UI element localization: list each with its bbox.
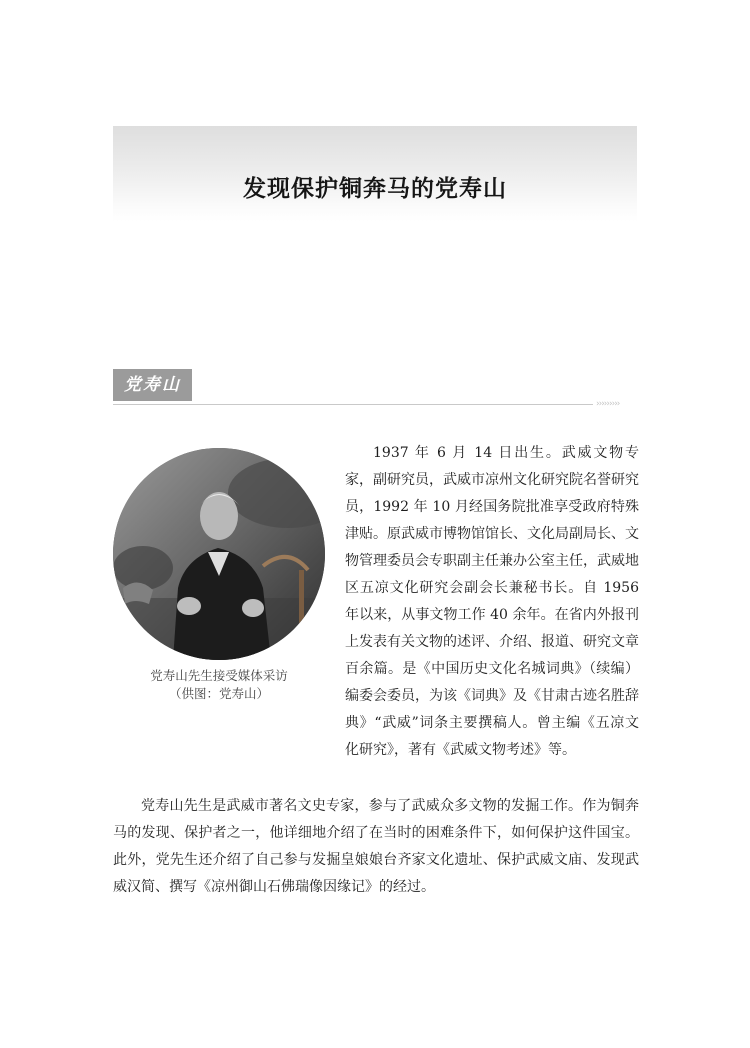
- chevron-decoration-icon: ›››››››››: [596, 399, 620, 409]
- title-banner: [113, 126, 637, 222]
- person-name-tag: 党寿山: [113, 369, 192, 401]
- biography-text: [345, 440, 639, 764]
- section-divider: [113, 404, 593, 405]
- biography-paragraph: 1937 年 6 月 14 日出生。武威文物专家，副研究员，武威市凉州文化研究院名誉研究员，1992 年 10 月经国务院批准享受政府特殊津贴。原武威市博物馆馆长、文化局副局长、文物管理委员会专职副主任兼办公室主任，武威地区五凉文化研究会副会长兼秘书长。自 1956 年以来，从事文物工作 40 余年。在省内外报刊上发表有关文物的述评、介绍、报道、研究文章百余篇。是《中国历史文化名城词典》（续编）编委会委员，为该《词典》及《甘肃古迹名胜辞典》“武威”词条主要撰稿人。曾主编《五凉文化研究》，著有《武威文物考述》等。: [345, 445, 639, 758]
- portrait-photo: [113, 448, 325, 660]
- intro-paragraph: 党寿山先生是武威市著名文史专家，参与了武威众多文物的发掘工作。作为铜奔马的发现、保护者之一，他详细地介绍了在当时的困难条件下，如何保护这件国宝。此外，党先生还介绍了自己参与发掘皇娘娘台齐家文化遗址、保护武威文庙、发现武威汉简、撰写《凉州御山石佛瑞像因缘记》的经过。: [113, 798, 639, 895]
- article-title: 发现保护铜奔马的党寿山: [243, 176, 507, 202]
- photo-caption: 党寿山先生接受媒体采访: [150, 668, 288, 683]
- intro-text: [113, 793, 639, 901]
- photo-credit: （供图：党寿山）: [168, 686, 269, 701]
